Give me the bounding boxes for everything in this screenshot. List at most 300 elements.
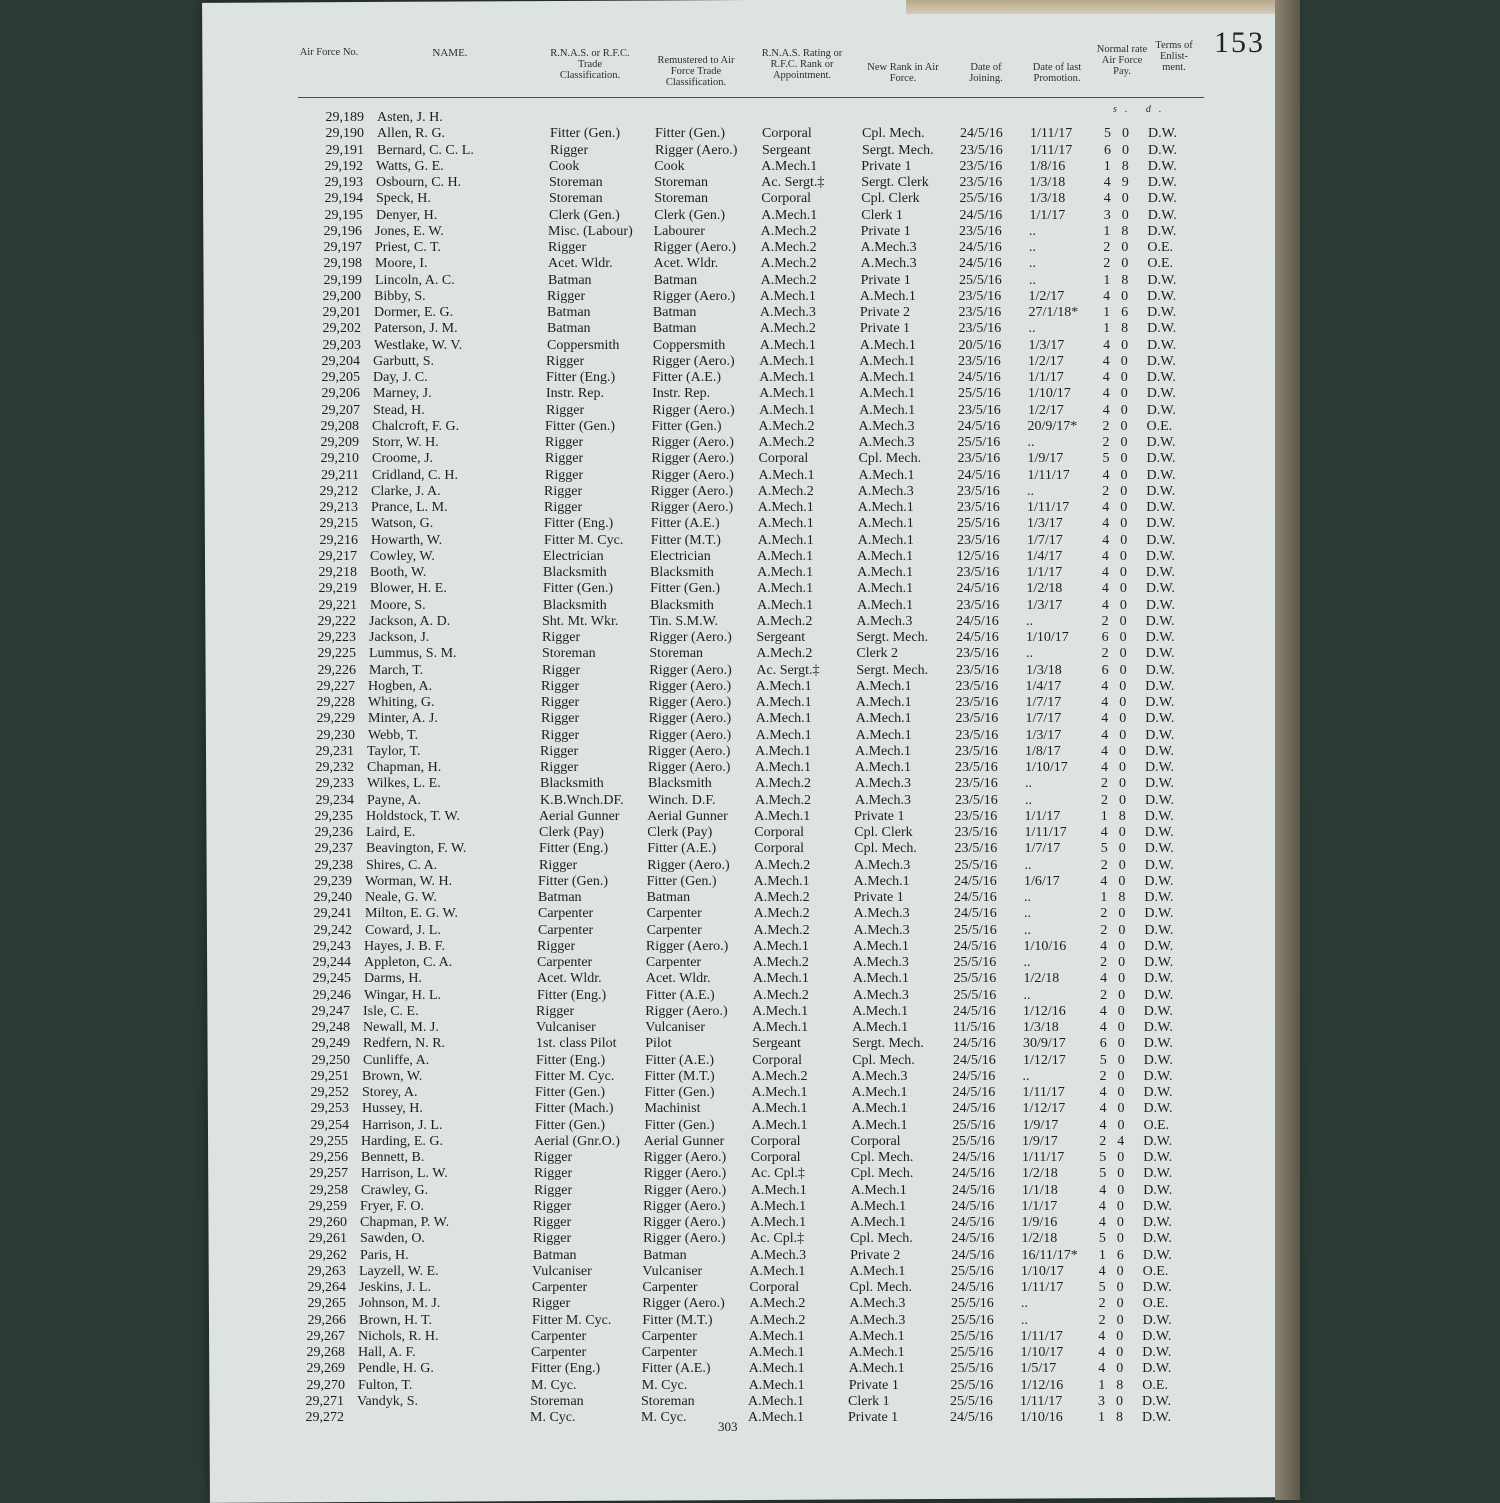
terms-cell: D.W.	[1144, 873, 1174, 889]
table-row	[0, 614, 1300, 630]
remustered-cell: Fitter (A.E.)	[641, 1361, 711, 1377]
rnas-rating-cell: A.Mech.2	[759, 321, 816, 337]
date-joining-cell: 23/5/16	[956, 565, 1000, 580]
name-cell: Bennett, B.	[361, 1150, 425, 1165]
new-rank-cell: Sergt. Mech.	[852, 1036, 924, 1052]
rnas-rating-cell: Ac. Cpl.‡	[750, 1166, 805, 1182]
air-force-no-cell: 29,236	[314, 825, 353, 840]
remustered-cell: Instr. Rep.	[652, 386, 711, 402]
air-force-no-cell: 29,219	[318, 581, 357, 597]
pay-shillings-cell: 2	[1099, 1068, 1107, 1084]
rnas-trade-cell: Rigger	[544, 500, 583, 515]
name-cell: Laird, E.	[366, 825, 416, 840]
rnas-trade-cell: Fitter (Eng.)	[539, 841, 609, 857]
date-promotion-cell: ..	[1023, 955, 1031, 970]
date-joining-cell: 24/5/16	[951, 1215, 995, 1230]
date-joining-cell: 24/5/16	[956, 613, 999, 629]
new-rank-cell: Private 1	[848, 1410, 899, 1425]
air-force-no-cell: 29,213	[319, 500, 358, 515]
pay-shillings-cell: 4	[1101, 727, 1109, 743]
date-promotion-cell: ..	[1025, 792, 1032, 808]
date-promotion-cell: 1/3/18	[1029, 175, 1066, 190]
terms-cell: D.W.	[1143, 1068, 1173, 1084]
rnas-rating-cell: A.Mech.2	[760, 240, 817, 255]
pay-shillings-cell: 4	[1100, 825, 1108, 840]
date-joining-cell: 25/5/16	[951, 1312, 994, 1328]
name-cell: Jackson, A. D.	[369, 613, 451, 629]
date-joining-cell: 24/5/16	[953, 1036, 996, 1052]
new-rank-cell: A.Mech.1	[851, 1101, 908, 1117]
new-rank-cell: A.Mech.1	[852, 971, 909, 987]
date-joining-cell: 24/5/16	[954, 873, 997, 889]
date-joining-cell: 24/5/16	[951, 1198, 995, 1214]
name-cell: Crawley, G.	[361, 1182, 429, 1198]
rnas-trade-cell: Rigger	[533, 1198, 572, 1214]
new-rank-cell: Cpl. Clerk	[854, 825, 913, 840]
remustered-cell: Batman	[652, 305, 697, 320]
date-promotion-cell: 20/9/17*	[1027, 418, 1078, 434]
terms-cell: D.W.	[1143, 1085, 1173, 1100]
remustered-cell: Storeman	[654, 191, 708, 207]
date-joining-cell: 23/5/16	[956, 597, 1000, 613]
new-rank-cell: A.Mech.3	[851, 1068, 908, 1084]
pay-pence-cell: 0	[1119, 630, 1127, 645]
table-row	[0, 1410, 1300, 1426]
pay-shillings-cell: 5	[1099, 1052, 1107, 1068]
rnas-trade-cell: Cook	[549, 158, 580, 174]
date-promotion-cell: 1/4/17	[1025, 678, 1062, 694]
table-row	[0, 1085, 1300, 1101]
date-joining-cell: 20/5/16	[958, 337, 1002, 353]
rnas-rating-cell: A.Mech.1	[750, 1215, 807, 1230]
table-row	[0, 598, 1300, 614]
terms-cell: D.W.	[1147, 158, 1177, 174]
date-joining-cell: 25/5/16	[953, 955, 997, 970]
rnas-trade-cell: Rigger	[545, 435, 584, 450]
new-rank-cell: A.Mech.1	[857, 516, 914, 532]
pay-shillings-cell: 2	[1102, 435, 1110, 450]
pay-pence-cell: 0	[1122, 142, 1129, 158]
remustered-cell: Rigger (Aero.)	[648, 678, 732, 694]
terms-cell: D.W.	[1147, 191, 1177, 207]
table-row	[0, 419, 1300, 435]
date-joining-cell: 25/5/16	[951, 1296, 994, 1312]
date-promotion-cell: ..	[1021, 1296, 1028, 1312]
terms-cell: D.W.	[1146, 451, 1176, 467]
rnas-rating-cell: A.Mech.2	[749, 1312, 806, 1328]
pay-pence-cell: 0	[1116, 1328, 1124, 1344]
date-joining-cell: 24/5/16	[957, 418, 1001, 434]
rnas-trade-cell: Rigger	[541, 727, 580, 743]
table-row	[0, 1215, 1300, 1231]
remustered-cell: Cook	[654, 158, 685, 174]
pay-shillings-cell: 6	[1099, 1036, 1107, 1052]
pay-shillings-cell: 1	[1100, 890, 1108, 905]
rnas-rating-cell: A.Mech.1	[754, 808, 811, 824]
rnas-rating-cell: A.Mech.2	[758, 418, 815, 434]
rnas-trade-cell: Fitter M. Cyc.	[544, 532, 624, 548]
table-row	[0, 760, 1300, 776]
table-row	[0, 858, 1300, 874]
remustered-cell: Rigger (Aero.)	[643, 1182, 727, 1198]
table-row	[0, 1345, 1300, 1361]
name-cell: Appleton, C. A.	[364, 955, 453, 970]
date-joining-cell: 23/5/16	[954, 841, 998, 857]
name-cell: Storey, A.	[362, 1085, 418, 1100]
date-joining-cell: 25/5/16	[952, 1117, 996, 1133]
name-cell: Wingar, H. L.	[364, 987, 442, 1003]
date-promotion-cell: 1/10/16	[1023, 938, 1067, 954]
new-rank-cell: A.Mech.3	[854, 857, 911, 873]
new-rank-cell: A.Mech.1	[857, 532, 914, 548]
table-row	[0, 1313, 1300, 1329]
terms-cell: D.W.	[1143, 1052, 1173, 1068]
air-force-no-cell: 29,231	[315, 743, 354, 759]
rnas-trade-cell: Rigger	[537, 938, 576, 954]
table-row	[0, 825, 1300, 841]
date-promotion-cell: 1/11/17	[1020, 1328, 1063, 1344]
table-row	[0, 321, 1300, 337]
date-promotion-cell: ..	[1028, 321, 1036, 337]
rnas-rating-cell: A.Mech.1	[748, 1393, 804, 1409]
date-joining-cell: 23/5/16	[955, 792, 998, 808]
pay-pence-cell: 0	[1117, 1182, 1125, 1198]
name-cell: Johnson, M. J.	[359, 1296, 441, 1312]
date-promotion-cell: ..	[1024, 857, 1032, 873]
rnas-trade-cell: Storeman	[549, 191, 603, 207]
pay-pence-cell: 0	[1117, 1166, 1125, 1182]
pay-shillings-cell: 5	[1099, 1150, 1107, 1165]
pay-pence-cell: 0	[1119, 727, 1127, 743]
pay-pence-cell: 0	[1119, 711, 1127, 727]
rnas-trade-cell: Fitter (Gen.)	[535, 1117, 605, 1133]
name-cell: Hayes, J. B. F.	[364, 938, 445, 954]
remustered-cell: Rigger (Aero.)	[643, 1231, 726, 1247]
table-row	[0, 841, 1300, 857]
pay-pence-cell: 0	[1119, 760, 1126, 775]
air-force-no-cell: 29,201	[322, 305, 361, 320]
new-rank-cell: A.Mech.1	[852, 938, 909, 954]
air-force-no-cell: 29,208	[320, 418, 359, 434]
remustered-cell: Rigger (Aero.)	[653, 240, 737, 255]
rnas-rating-cell: A.Mech.1	[748, 1345, 805, 1360]
rnas-rating-cell: A.Mech.1	[752, 1003, 809, 1019]
terms-cell: D.W.	[1145, 760, 1175, 775]
rnas-trade-cell: Sht. Mt. Wkr.	[542, 613, 619, 629]
remustered-cell: Storeman	[641, 1393, 695, 1409]
pay-shillings-cell: 4	[1100, 971, 1108, 987]
terms-cell: D.W.	[1145, 581, 1175, 597]
name-cell: Coward, J. L.	[365, 922, 441, 938]
date-promotion-cell: ..	[1026, 646, 1033, 662]
remustered-cell: Fitter (M.T.)	[642, 1312, 713, 1328]
new-rank-cell: Cpl. Clerk	[861, 191, 920, 207]
terms-cell: D.W.	[1145, 548, 1175, 564]
pay-pence-cell: 0	[1120, 402, 1128, 418]
new-rank-cell: A.Mech.1	[857, 581, 914, 597]
remustered-cell: Rigger (Aero.)	[643, 1166, 727, 1182]
rnas-rating-cell: A.Mech.3	[750, 1247, 807, 1263]
name-cell: Milton, E. G. W.	[365, 906, 458, 922]
remustered-cell: Rigger (Aero.)	[648, 711, 732, 727]
terms-cell: D.W.	[1143, 1101, 1173, 1117]
pay-pence-cell: 0	[1118, 873, 1126, 889]
date-promotion-cell: 1/3/17	[1025, 727, 1062, 743]
air-force-no-cell: 29,226	[317, 662, 356, 678]
name-cell: Layzell, W. E.	[359, 1263, 439, 1279]
new-rank-cell: A.Mech.1	[859, 353, 916, 369]
pay-shillings-cell: 5	[1100, 841, 1108, 857]
rnas-rating-cell: A.Mech.1	[757, 532, 814, 548]
terms-cell: D.W.	[1146, 402, 1176, 418]
terms-cell: D.W.	[1145, 597, 1175, 613]
pay-shillings-cell: 1	[1103, 158, 1111, 174]
date-joining-cell: 23/5/16	[959, 158, 1003, 174]
date-promotion-cell: ..	[1027, 435, 1035, 450]
rnas-rating-cell: Sergeant	[752, 1036, 801, 1052]
pay-pence-cell: 9	[1121, 175, 1129, 190]
pay-pence-cell: 0	[1117, 1020, 1125, 1035]
pay-pence-cell: 0	[1116, 1393, 1123, 1409]
terms-cell: D.W.	[1142, 1231, 1172, 1247]
date-joining-cell: 24/5/16	[956, 630, 999, 645]
air-force-no-cell: 29,229	[316, 711, 355, 727]
pay-shillings-cell: 5	[1098, 1280, 1106, 1295]
date-promotion-cell: 1/1/18	[1022, 1182, 1058, 1198]
table-row	[0, 923, 1300, 939]
terms-cell: D.W.	[1146, 435, 1176, 450]
air-force-no-cell: 29,199	[323, 272, 362, 288]
name-cell: Sawden, O.	[360, 1231, 425, 1247]
new-rank-cell: A.Mech.1	[850, 1182, 907, 1198]
new-rank-cell: A.Mech.3	[860, 256, 917, 272]
air-force-no-cell: 29,195	[324, 207, 363, 223]
date-promotion-cell: ..	[1026, 613, 1033, 629]
new-rank-cell: Cpl. Mech.	[849, 1280, 912, 1295]
date-joining-cell: 25/5/16	[950, 1377, 994, 1393]
rnas-trade-cell: Rigger	[547, 288, 586, 304]
header-date-joining: Date of Joining.	[969, 62, 1003, 84]
new-rank-cell: A.Mech.1	[848, 1361, 905, 1377]
rnas-rating-cell: A.Mech.3	[759, 305, 816, 320]
new-rank-cell: A.Mech.1	[851, 1117, 908, 1133]
new-rank-cell: Cpl. Mech.	[854, 841, 917, 857]
date-joining-cell: 24/5/16	[957, 467, 1001, 483]
pay-pence-cell: 0	[1120, 500, 1128, 515]
rnas-trade-cell: Fitter (Gen.)	[545, 418, 615, 434]
terms-cell: D.W.	[1144, 825, 1174, 840]
rnas-trade-cell: Fitter (Gen.)	[543, 581, 613, 597]
air-force-no-cell: 29,234	[315, 792, 354, 808]
date-promotion-cell: 1/1/17	[1021, 1198, 1058, 1214]
date-joining-cell: 24/5/16	[951, 1280, 994, 1295]
new-rank-cell: A.Mech.3	[855, 792, 911, 808]
new-rank-cell: Sergt. Mech.	[856, 662, 929, 678]
air-force-no-cell: 29,215	[319, 516, 358, 532]
remustered-cell: Pilot	[645, 1036, 672, 1052]
table-row	[0, 581, 1300, 597]
name-cell: Prance, L. M.	[371, 500, 448, 515]
rnas-rating-cell: A.Mech.1	[750, 1182, 807, 1198]
pay-shillings-cell: 6	[1101, 662, 1109, 678]
rnas-rating-cell: A.Mech.1	[751, 1101, 808, 1117]
terms-cell: D.W.	[1142, 1361, 1172, 1377]
name-cell: Stead, H.	[373, 402, 425, 418]
date-joining-cell: 24/5/16	[952, 1182, 995, 1198]
name-cell: Croome, J.	[372, 451, 434, 467]
rnas-trade-cell: Rigger	[539, 857, 578, 873]
date-promotion-cell: 1/1/17	[1024, 808, 1061, 824]
air-force-no-cell: 29,228	[316, 695, 355, 710]
new-rank-cell: Private 1	[859, 321, 911, 337]
name-cell: Webb, T.	[368, 727, 419, 743]
new-rank-cell: A.Mech.1	[855, 711, 912, 727]
name-cell: Whiting, G.	[368, 695, 435, 710]
air-force-no-cell: 29,261	[308, 1231, 347, 1247]
date-joining-cell: 23/5/16	[958, 321, 1002, 337]
table-row	[0, 711, 1300, 727]
air-force-no-cell: 29,203	[322, 337, 361, 353]
new-rank-cell: A.Mech.3	[849, 1312, 906, 1328]
rnas-trade-cell: Rigger	[548, 240, 587, 255]
air-force-no-cell: 29,272	[305, 1410, 344, 1425]
table-row	[0, 793, 1300, 809]
new-rank-cell: A.Mech.1	[850, 1215, 907, 1230]
rnas-trade-cell: Carpenter	[531, 1328, 587, 1344]
terms-cell: D.W.	[1147, 223, 1177, 239]
table-row	[0, 1036, 1300, 1052]
pay-shillings-cell: 4	[1098, 1263, 1106, 1279]
name-cell: Brown, W.	[362, 1068, 423, 1084]
rnas-rating-cell: A.Mech.1	[759, 337, 816, 353]
rnas-rating-cell: Corporal	[754, 841, 805, 857]
remustered-cell: Fitter (A.E.)	[647, 841, 717, 857]
rnas-rating-cell: A.Mech.1	[755, 695, 812, 710]
name-cell: Fulton, T.	[358, 1377, 413, 1393]
pay-shillings-cell: 4	[1098, 1198, 1106, 1214]
air-force-no-cell: 29,192	[324, 158, 363, 174]
air-force-no-cell: 29,266	[307, 1312, 346, 1328]
pay-shillings-cell: 4	[1100, 873, 1108, 889]
terms-cell: D.W.	[1145, 565, 1175, 580]
pay-shillings-cell: 3	[1103, 207, 1111, 223]
date-promotion-cell: 1/1/17	[1029, 207, 1066, 223]
new-rank-cell: A.Mech.1	[853, 873, 910, 889]
name-cell: Newall, M. J.	[363, 1020, 439, 1035]
rnas-trade-cell: Misc. (Labour)	[548, 223, 633, 239]
rnas-trade-cell: Rigger	[545, 451, 584, 467]
air-force-no-cell: 29,221	[318, 597, 357, 613]
terms-cell: D.W.	[1145, 776, 1175, 792]
rnas-rating-cell: A.Mech.2	[758, 435, 815, 450]
name-cell: Chapman, P. W.	[360, 1215, 450, 1230]
remustered-cell: Fitter (A.E.)	[652, 370, 722, 385]
air-force-no-cell: 29,189	[325, 110, 364, 125]
date-promotion-cell: ..	[1027, 483, 1034, 499]
pay-pence-cell: 0	[1116, 1215, 1124, 1230]
pay-shillings-cell: 2	[1101, 792, 1108, 808]
name-cell: Fryer, F. O.	[360, 1198, 425, 1214]
rnas-trade-cell: Rigger	[540, 743, 579, 759]
table-row	[0, 468, 1300, 484]
rnas-trade-cell: Batman	[548, 272, 592, 288]
footer-page-number: 303	[718, 1419, 738, 1434]
date-joining-cell: 23/5/16	[955, 776, 998, 792]
rnas-rating-cell: Corporal	[758, 451, 809, 467]
terms-cell: D.W.	[1142, 1345, 1172, 1360]
rnas-rating-cell: A.Mech.1	[757, 516, 814, 532]
terms-cell: D.W.	[1147, 305, 1177, 320]
rnas-rating-cell: A.Mech.1	[759, 402, 816, 418]
rnas-trade-cell: Carpenter	[531, 1345, 587, 1360]
pay-pence-cell: 0	[1122, 126, 1129, 142]
name-cell: Neale, G. W.	[365, 890, 437, 905]
rnas-rating-cell: A.Mech.2	[749, 1296, 806, 1312]
rnas-rating-cell: Ac. Sergt.‡	[761, 175, 825, 190]
rnas-trade-cell: Fitter (Eng.)	[536, 1052, 606, 1068]
date-promotion-cell: 1/2/18	[1022, 1166, 1058, 1182]
pay-pence-cell: 4	[1117, 1133, 1125, 1149]
table-row	[0, 663, 1300, 679]
new-rank-cell: A.Mech.3	[849, 1296, 906, 1312]
name-cell: Pendle, H. G.	[358, 1361, 434, 1377]
name-cell: Watts, G. E.	[376, 158, 444, 174]
remustered-cell: Fitter (A.E.)	[645, 1052, 715, 1068]
remustered-cell: Rigger (Aero.)	[649, 662, 732, 678]
terms-cell: D.W.	[1145, 727, 1175, 743]
rnas-rating-cell: A.Mech.2	[753, 890, 810, 905]
table-row	[0, 1248, 1300, 1264]
name-cell: March, T.	[369, 662, 424, 678]
date-promotion-cell: ..	[1029, 223, 1036, 239]
date-joining-cell: 25/5/16	[957, 516, 1000, 532]
pay-pence-cell: 0	[1118, 955, 1126, 970]
table-row	[0, 354, 1300, 370]
table-row	[0, 728, 1300, 744]
remustered-cell: Rigger (Aero.)	[648, 727, 732, 743]
name-cell: Isle, C. E.	[363, 1003, 419, 1019]
air-force-no-cell: 29,216	[319, 532, 358, 548]
rnas-trade-cell: Clerk (Gen.)	[549, 207, 620, 223]
pay-shillings-cell: 4	[1101, 597, 1109, 613]
pay-pence-cell: 0	[1117, 1101, 1125, 1117]
table-row	[0, 110, 1300, 126]
terms-cell: D.W.	[1144, 922, 1174, 938]
pay-pence-cell: 0	[1119, 776, 1126, 792]
pay-pence-cell: 0	[1117, 1068, 1125, 1084]
rnas-trade-cell: Fitter M. Cyc.	[532, 1312, 612, 1328]
pay-shillings-cell: 4	[1098, 1215, 1106, 1230]
remustered-cell: Acet. Wldr.	[645, 971, 711, 987]
air-force-no-cell: 29,257	[309, 1166, 348, 1182]
table-row	[0, 305, 1300, 321]
pay-shillings-cell: 4	[1103, 175, 1111, 190]
pay-pence-cell: 0	[1116, 1280, 1124, 1295]
air-force-no-cell: 29,218	[318, 565, 357, 580]
date-promotion-cell: 16/11/17*	[1021, 1247, 1078, 1263]
rnas-rating-cell: A.Mech.1	[748, 1361, 805, 1377]
terms-cell: D.W.	[1147, 321, 1177, 337]
pay-shillings-cell: 2	[1100, 922, 1108, 938]
date-joining-cell: 23/5/16	[955, 711, 999, 727]
remustered-cell: Fitter (Gen.)	[651, 418, 722, 434]
name-cell: Vandyk, S.	[357, 1393, 419, 1409]
table-row	[0, 679, 1300, 695]
rnas-trade-cell: Batman	[533, 1247, 577, 1263]
pay-shillings-cell: 4	[1101, 711, 1109, 727]
table-row	[0, 776, 1300, 792]
remustered-cell: Rigger (Aero.)	[648, 695, 732, 710]
